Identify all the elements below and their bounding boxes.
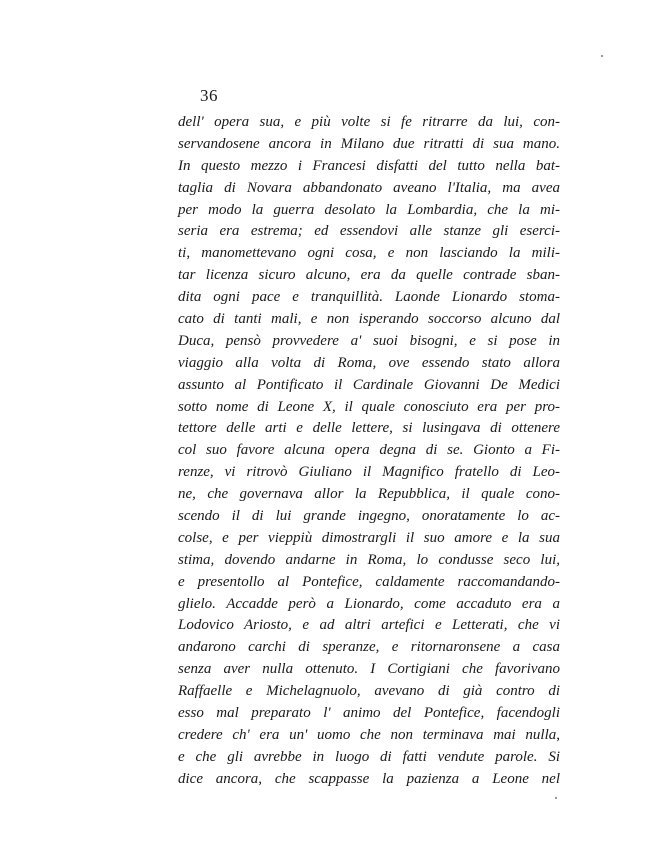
text-line: ne, che governava allor la Repubblica, il quale cono- — [178, 486, 560, 503]
paper-speck — [601, 55, 603, 57]
text-line: dice ancora, che scappasse la pazienza a Leone nel — [178, 770, 560, 787]
text-line: cato di tanti mali, e non isperando soccorso alcuno dal — [178, 311, 560, 328]
paper-speck — [555, 797, 557, 799]
text-line: tar licenza sicuro alcuno, era da quelle contrade sban- — [178, 267, 560, 284]
text-line: glielo. Accadde però a Lionardo, come accaduto era a — [178, 595, 560, 612]
text-line: credere ch' era un' uomo che non terminava mai nulla, — [178, 726, 560, 743]
text-line: Lodovico Ariosto, e ad altri artefici e Letterati, che vi — [178, 617, 560, 634]
text-line: senza aver nulla ottenuto. I Cortigiani che favorivano — [178, 661, 560, 678]
text-line: In questo mezzo i Francesi disfatti del tutto nella bat- — [178, 157, 560, 174]
text-line: servandosene ancora in Milano due ritratti di sua mano. — [178, 135, 560, 152]
text-line: stima, dovendo andarne in Roma, lo condusse seco lui, — [178, 551, 560, 568]
text-line: andarono carchi di speranze, e ritornaronsene a casa — [178, 639, 560, 656]
text-line: tettore delle arti e delle lettere, si lusingava di ottenere — [178, 420, 560, 437]
text-line: taglia di Novara abbandonato aveano l'Italia, ma avea — [178, 179, 560, 196]
text-line: colse, e per vieppiù dimostrargli il suo amore e la sua — [178, 529, 560, 546]
text-line: per modo la guerra desolato la Lombardia, che la mi- — [178, 201, 560, 218]
text-line: seria era estrema; ed essendovi alle stanze gli eserci- — [178, 223, 560, 240]
text-line: dell' opera sua, e più volte si fe ritrarre da lui, con- — [178, 114, 560, 130]
text-line: assunto al Pontificato il Cardinale Giovanni De Medici — [178, 376, 560, 393]
text-line: e presentollo al Pontefice, caldamente raccomandando- — [178, 573, 560, 590]
text-line: col suo favore alcuna opera degna di se. Gionto a Fi- — [178, 442, 560, 459]
text-line: Raffaelle e Michelagnuolo, avevano di già contro di — [178, 683, 560, 700]
text-line: ti, manomettevano ogni cosa, e non lasciando la mili- — [178, 245, 560, 262]
text-line: viaggio alla volta di Roma, ove essendo stato allora — [178, 354, 560, 371]
text-line: e che gli avrebbe in luogo di fatti vendute parole. Si — [178, 748, 560, 765]
text-line: esso mal preparato l' animo del Pontefice, facendogli — [178, 705, 560, 722]
text-line: dita ogni pace e tranquillità. Laonde Lionardo stoma- — [178, 289, 560, 306]
text-line: sotto nome di Leone X, il quale conosciuto era per pro- — [178, 398, 560, 415]
page-number: 36 — [200, 86, 218, 105]
text-line: renze, vi ritrovò Giuliano il Magnifico fratello di Leo- — [178, 464, 560, 481]
body-text — [178, 112, 560, 791]
text-line: scendo il di lui grande ingegno, onoratamente lo ac- — [178, 508, 560, 525]
text-line: Duca, pensò provvedere a' suoi bisogni, e si pose in — [178, 332, 560, 349]
